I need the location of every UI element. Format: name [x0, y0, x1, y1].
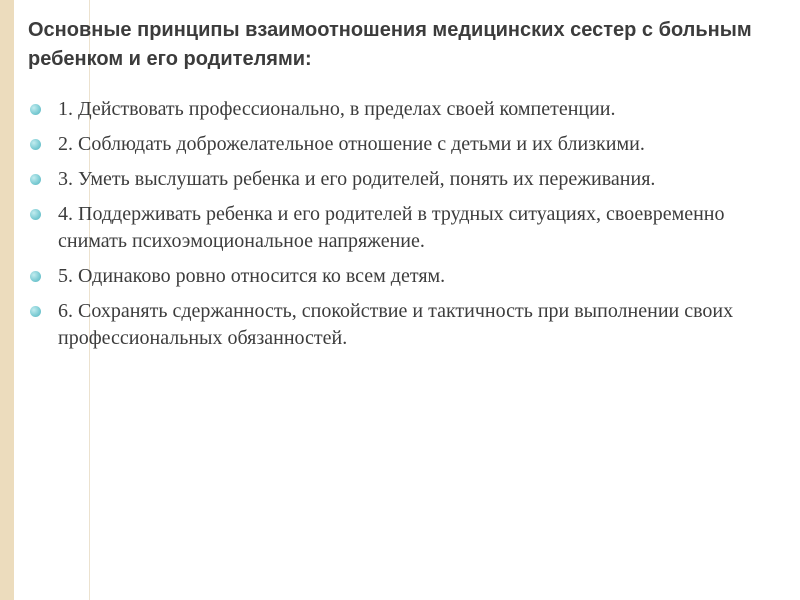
circle-bullet-icon — [30, 271, 41, 282]
list-item — [28, 166, 768, 193]
slide — [14, 0, 800, 600]
list-item — [28, 263, 768, 290]
list-item — [28, 96, 768, 123]
list-item-text: 5. Одинаково ровно относится ко всем детям. — [58, 265, 446, 287]
circle-bullet-icon — [30, 209, 41, 220]
circle-bullet-icon — [30, 306, 41, 317]
list-item-text: 3. Уметь выслушать ребенка и его родителей, понять их переживания. — [58, 168, 656, 190]
principles-list — [28, 96, 768, 360]
circle-bullet-icon — [30, 104, 41, 115]
circle-bullet-icon — [30, 174, 41, 185]
list-item — [28, 131, 768, 158]
circle-bullet-icon — [30, 139, 41, 150]
list-item — [28, 201, 768, 255]
list-item-text: 6. Сохранять сдержанность, спокойствие и тактичность при выполнении своих профессиональных обязанностей. — [58, 300, 734, 349]
side-decoration-strip — [0, 0, 14, 600]
list-item — [28, 298, 768, 352]
list-item-text: 1. Действовать профессионально, в пределах своей компетенции. — [58, 98, 616, 120]
slide-title: Основные принципы взаимоотношения медицинских сестер с больным ребенком и его родителями: — [28, 19, 752, 70]
list-item-text: 4. Поддерживать ребенка и его родителей в трудных ситуациях, своевременно снимать психоэмоциональное напряжение. — [58, 203, 725, 252]
list-item-text: 2. Соблюдать доброжелательное отношение с детьми и их близкими. — [58, 133, 645, 155]
